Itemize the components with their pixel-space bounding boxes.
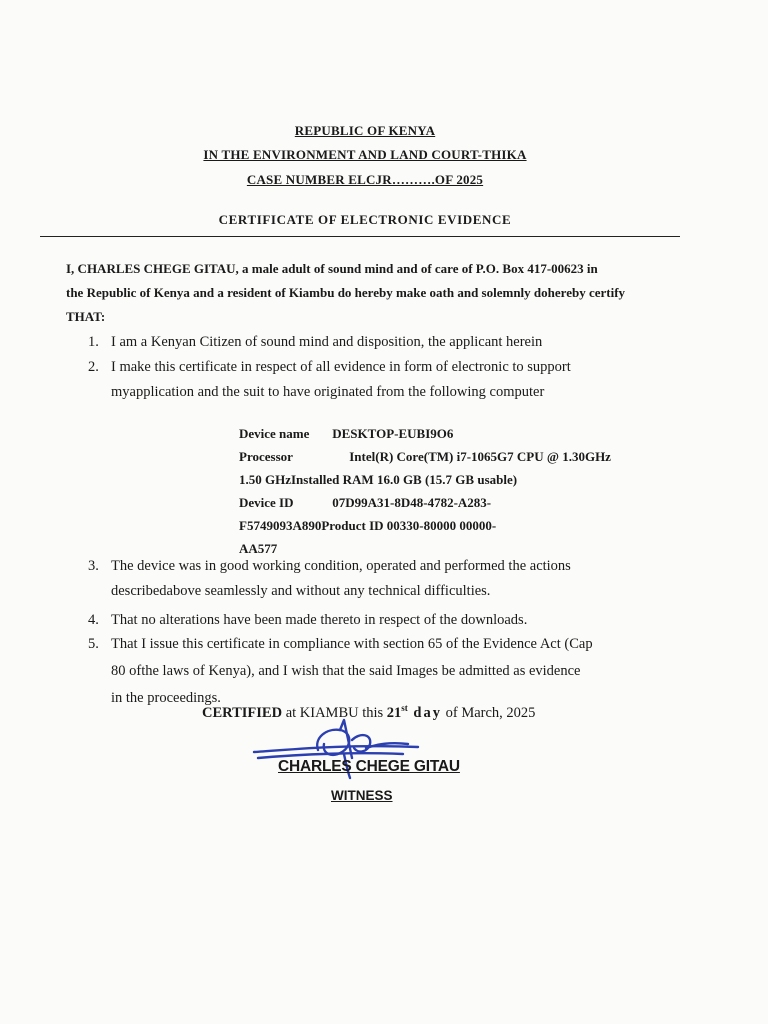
signatory-role: WITNESS (331, 788, 393, 803)
list-item-2 (88, 355, 688, 404)
signatory-name: CHARLES CHEGE GITAU (278, 758, 460, 775)
list-text: in the proceedings. (111, 690, 221, 706)
list-number: 3. (88, 558, 99, 574)
document-title: CERTIFICATE OF ELECTRONIC EVIDENCE (218, 212, 512, 227)
certified-place: at KIAMBU this (282, 705, 387, 721)
list-number: 5. (88, 636, 99, 652)
list-text: describedabove seamlessly and without any technical difficulties. (111, 582, 491, 599)
certified-day-suffix: st (401, 703, 408, 714)
device-name-value: DESKTOP-EUBI9O6 (332, 426, 454, 441)
list-text: I am a Kenyan Citizen of sound mind and disposition, the applicant herein (111, 334, 543, 350)
processor-value: Intel(R) Core(TM) i7-1065G7 CPU @ 1.30GHz (349, 449, 611, 464)
list-number: 2. (88, 359, 99, 375)
list-item-5 (88, 631, 688, 712)
list-number: 4. (88, 612, 99, 628)
intro-line: THAT: (66, 309, 106, 324)
certified-date: of March, 2025 (442, 705, 536, 721)
list-item-4 (88, 608, 688, 633)
device-id-value: 07D99A31-8D48-4782-A283- (332, 495, 492, 510)
header-republic: REPUBLIC OF KENYA (294, 123, 436, 138)
list-item-3 (88, 554, 688, 603)
list-text: The device was in good working condition, operated and performed the actions (111, 558, 571, 574)
list-item-1 (88, 330, 688, 355)
certified-day-number: 21 (386, 705, 402, 721)
intro-line: the Republic of Kenya and a resident of Kiambu do hereby make oath and solemnly dohereby certify (66, 285, 626, 300)
intro-paragraph (66, 257, 686, 329)
list-text: myapplication and the suit to have originated from the following computer (111, 383, 545, 400)
ram-line: 1.50 GHzInstalled RAM 16.0 GB (15.7 GB usable) (239, 472, 518, 487)
list-text: That I issue this certificate in compliance with section 65 of the Evidence Act (Cap (111, 636, 593, 652)
header-case-number: CASE NUMBER ELCJR……….OF 2025 (246, 172, 484, 187)
product-id-tail: AA577 (239, 541, 278, 556)
list-number: 1. (88, 334, 99, 350)
list-text: 80 ofthe laws of Kenya), and I wish that the said Images be admitted as evidence (111, 663, 581, 679)
device-details (239, 422, 659, 560)
processor-label: Processor (239, 449, 293, 464)
product-id-line: F5749093A890Product ID 00330-80000 00000- (239, 518, 497, 533)
device-name-label: Device name (239, 426, 310, 441)
device-id-label: Device ID (239, 495, 294, 510)
divider (40, 236, 680, 237)
intro-line: I, CHARLES CHEGE GITAU, a male adult of sound mind and of care of P.O. Box 417-00623 in (66, 261, 598, 276)
certified-label: CERTIFIED (202, 705, 283, 721)
list-text: That no alterations have been made thereto in respect of the downloads. (111, 612, 528, 628)
certified-day-word: day (407, 705, 442, 721)
list-text: I make this certificate in respect of all evidence in form of electronic to support (111, 359, 571, 375)
header-court: IN THE ENVIRONMENT AND LAND COURT-THIKA (203, 147, 527, 162)
